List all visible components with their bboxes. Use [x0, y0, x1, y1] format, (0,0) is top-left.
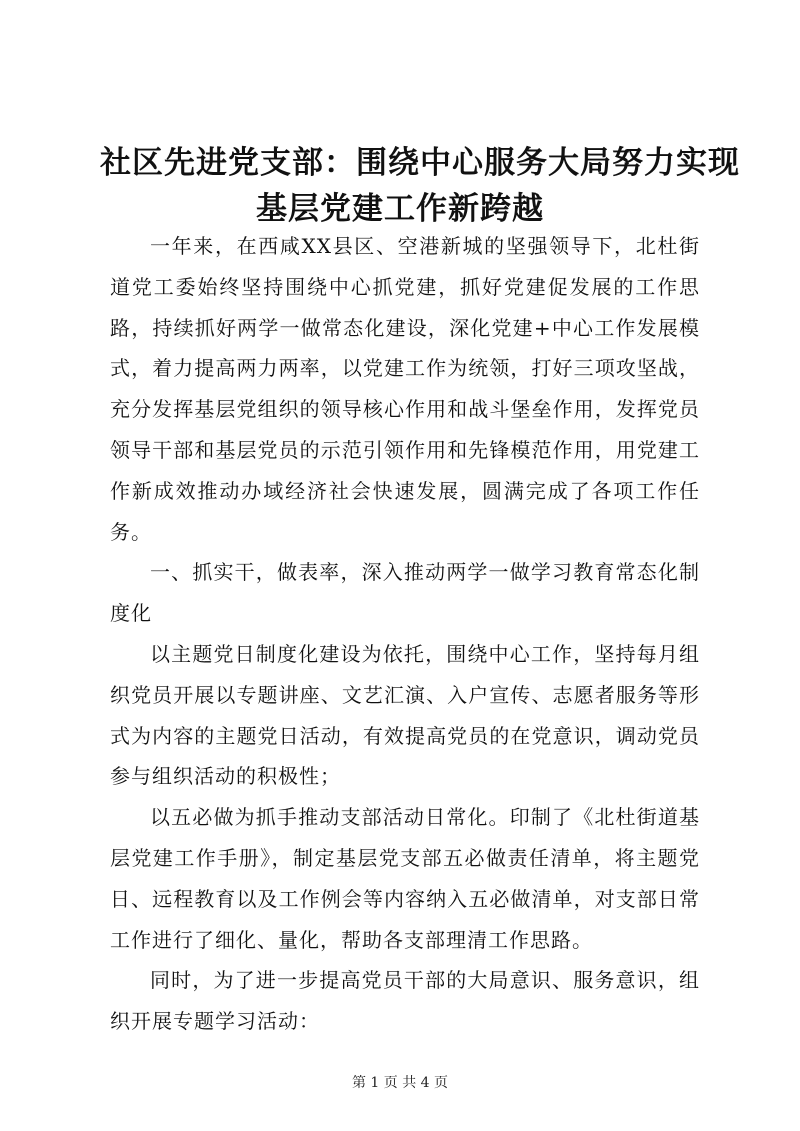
paragraph-five-musts: 以五必做为抓手推动支部活动日常化。印制了《北杜街道基层党建工作手册》，制定基层党支部五必做责任清单，将主题党日、远程教育以及工作例会等内容纳入五必做清单，对支部日常工作进行了细化、量化，帮助各支部理清工作思路。 — [110, 805, 700, 952]
section-heading-1: 一、抓实干，做表率，深入推动两学一做学习教育常态化制度化 — [110, 560, 700, 626]
title-line-2: 基层党建工作新跨越 — [256, 191, 544, 227]
page-number-footer: 第 1 页 共 4 页 — [351, 1075, 449, 1091]
title-line-1: 社区先进党支部：围绕中心服务大局努力实现 — [100, 145, 740, 181]
paragraph-study-activity: 同时，为了进一步提高党员干部的大局意识、服务意识，组织开展专题学习活动： — [110, 968, 700, 1034]
paragraph-intro: 一年来，在西咸XX县区、空港新城的坚强领导下，北杜街道党工委始终坚持围绕中心抓党建，抓好党建促发展的工作思路，持续抓好两学一做常态化建设，深化党建+中心工作发展模式，着力提高两力两率，以党建工作为统领，打好三项攻坚战，充分发挥基层党组织的领导核心作用和战斗堡垒作用，发挥党员领导干部和基层党员的示范引领作用和先锋模范作用，用党建工作新成效推动办域经济社会快速发展，圆满完成了各项工作任务。 — [110, 234, 700, 544]
document-body — [110, 226, 700, 1042]
document-title — [100, 140, 740, 232]
paragraph-theme-day: 以主题党日制度化建设为依托，围绕中心工作，坚持每月组织党员开展以专题讲座、文艺汇演、入户宣传、志愿者服务等形式为内容的主题党日活动，有效提高党员的在党意识，调动党员参与组织活动的积极性； — [110, 641, 700, 789]
